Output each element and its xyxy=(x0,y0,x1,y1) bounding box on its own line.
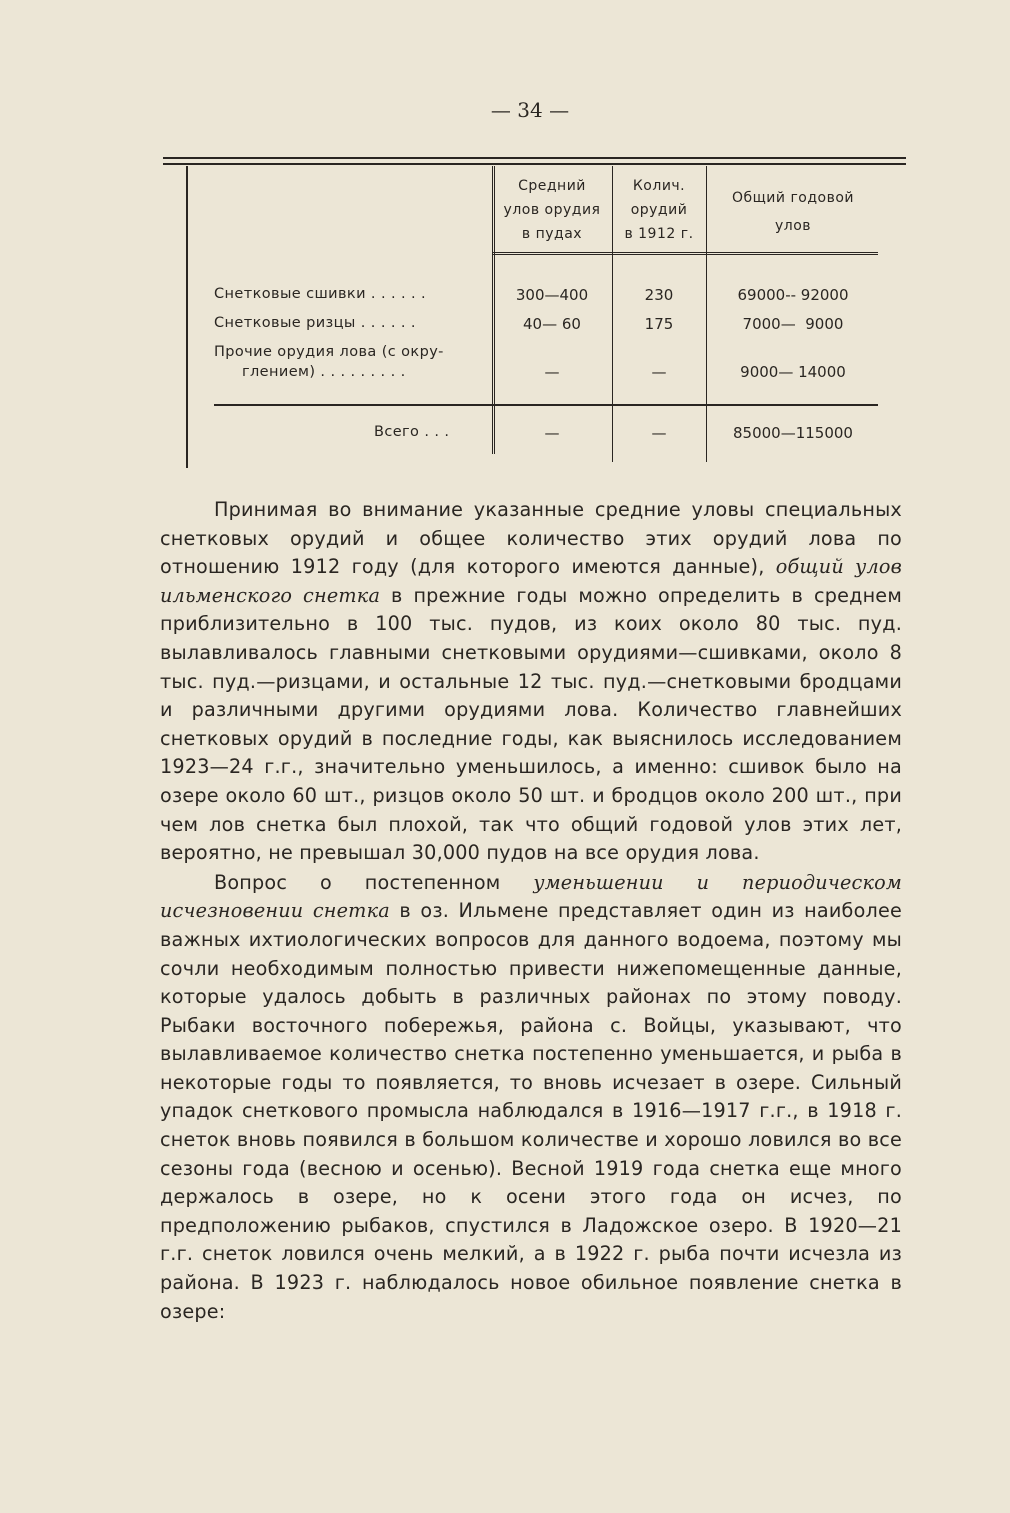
header-avg-catch: Средний улов орудия в пудах xyxy=(503,178,601,242)
col-divider xyxy=(706,166,707,462)
total-sum: 85000—115000 xyxy=(733,424,853,442)
header-total: Общий годовой улов xyxy=(731,190,855,234)
row-avg: 40— 60 xyxy=(523,315,581,333)
col-divider xyxy=(492,166,495,454)
total-avg: — xyxy=(544,424,560,442)
total-rule xyxy=(214,404,878,406)
row-label: Прочие орудия лова (с окру- xyxy=(214,344,444,360)
header-rule xyxy=(492,252,878,255)
row-label: Снетковые сшивки . . . . . . xyxy=(214,286,427,302)
col-divider xyxy=(612,166,613,462)
row-total: 9000— 14000 xyxy=(740,363,846,381)
row-count: 230 xyxy=(644,286,674,304)
row-total: 7000— 9000 xyxy=(742,315,844,333)
row-count: 175 xyxy=(644,315,674,333)
row-total: 69000-- 92000 xyxy=(737,286,849,304)
paragraph: Вопрос о постепенном уменьшении и периодическом исчезновении снетка в оз. Ильмене представляет один из наиболее важных ихтиологических вопросов для данного водоема, поэтому мы сочли необходимым полностью привести нижепомещенные данные, которые удалось добыть в различных районах по этому поводу. Рыбаки восточного побережья, района с. Войцы, указывают, что вылавливаемое количество снетка постепенно уменьшается, и рыба в некоторые годы то появляется, то вновь исчезает в озере. Сильный упадок снеткового промысла наблюдался в 1916—1917 г.г., в 1918 г. снеток вновь появился в большом количестве и хорошо ловился во все сезоны года (весною и осенью). Весной 1919 года снетка еще много держалось в озере, но к осени этого года он исчез, по предположению рыбаков, спустился в Ладожское озеро. В 1920—21 г.г. снеток ловился очень мелкий, а в 1922 г. рыба почти исчезла из района. В 1923 г. наблюдалось новое обильное появление снетка в озере: xyxy=(160,870,903,1323)
page-number: — 34 — xyxy=(490,98,570,122)
catch-table xyxy=(186,166,878,468)
row-avg: — xyxy=(544,363,560,381)
total-count: — xyxy=(651,424,667,442)
row-label-cont: глением) . . . . . . . . . xyxy=(242,364,406,380)
italic-phrase: уменьшении и периодическом исчезновении снетка xyxy=(160,870,903,923)
header-count: Колич. орудий в 1912 г. xyxy=(624,178,694,242)
top-rule-inner xyxy=(163,163,906,165)
paragraph: Принимая во внимание указанные средние уловы специальных снетковых орудий и общее количество этих орудий лова по отношению 1912 году (для которого имеются данные), общий улов ильменского снетка в прежние годы можно определить в среднем приблизительно в 100 тыс. пудов, из коих около 80 тыс. пуд. вылавливалось главными снетковыми орудиями—сшивками, около 8 тыс. пуд.—ризцами, и остальные 12 тыс. пуд.—снетковыми бродцами и различными другими орудиями лова. Количество главнейших снетковых орудий в последние годы, как выяснилось исследованием 1923—24 г.г., значительно уменьшилось, а именно: сшивок было на озере около 60 шт., ризцов около 50 шт. и бродцов около 200 шт., при чем лов снетка был плохой, так что общий годовой улов этих лет, вероятно, не превышал 30,000 пудов на все орудия лова. xyxy=(160,498,902,865)
row-label: Снетковые ризцы . . . . . . xyxy=(214,315,416,331)
body-text xyxy=(160,496,902,1326)
total-label: Всего . . . xyxy=(374,424,450,440)
row-avg: 300—400 xyxy=(515,286,589,304)
top-rule xyxy=(163,157,906,159)
row-count: — xyxy=(651,363,667,381)
italic-phrase: общий улов ильменского снетка xyxy=(160,555,902,607)
